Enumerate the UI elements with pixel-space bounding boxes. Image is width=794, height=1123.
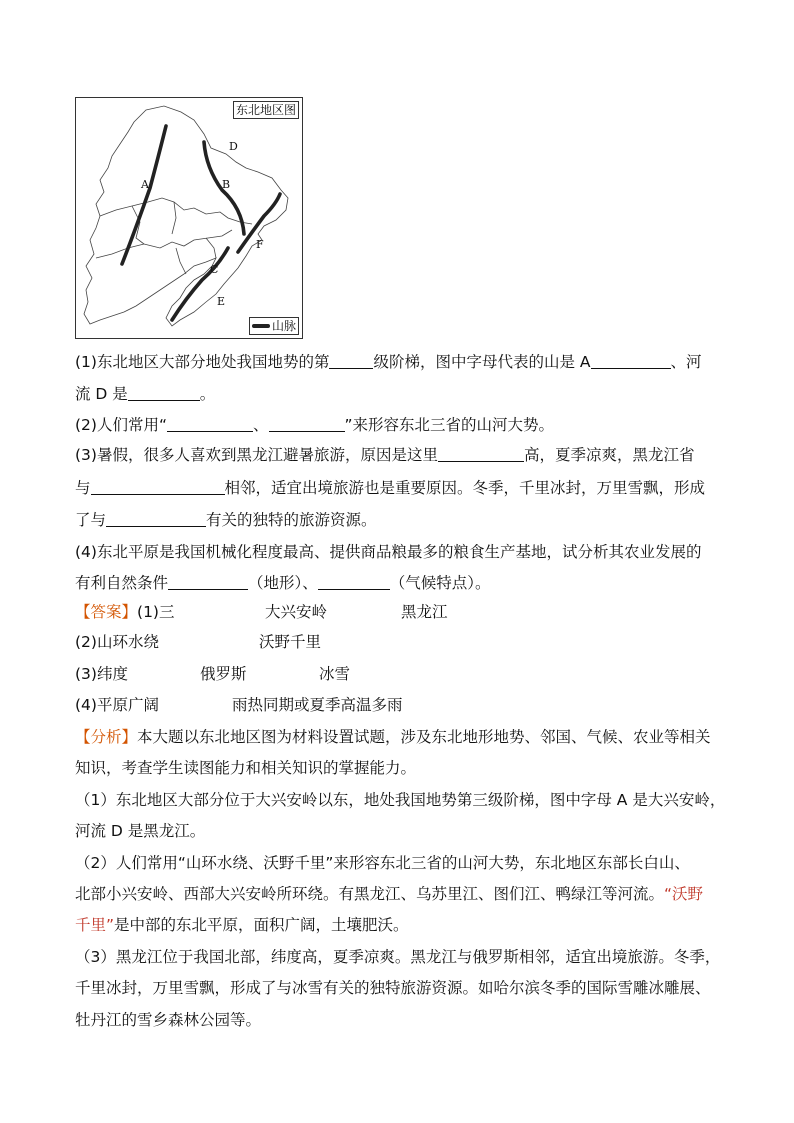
analysis-text: （1）东北地区大部分位于大兴安岭以东，地处我国地势第三级阶梯，图中字母 A 是大兴安岭，: [75, 791, 726, 809]
map-title: 东北地区图: [233, 101, 299, 119]
question-1-text-b: 级阶梯，图中字母代表的山是 A: [373, 353, 591, 371]
analysis-highlight: 千里”: [75, 916, 115, 934]
northeast-map: [75, 97, 303, 339]
question-3-line-2: [75, 476, 725, 500]
question-4-text-b: 有利自然条件: [75, 574, 169, 592]
question-2-line: [75, 413, 725, 437]
mountain-range-e: [172, 248, 228, 320]
blank-1-1: [329, 352, 373, 369]
analysis-text: 本大题以东北地区图为材料设置试题，涉及东北地形地势、邻国、气候、农业等相关: [137, 728, 711, 746]
question-2-text-a: (2)人们常用“: [75, 416, 167, 434]
question-1-text-e: 。: [199, 385, 216, 403]
answer-1-1: (1)三: [137, 603, 175, 621]
blank-2-2: [269, 415, 345, 432]
map-label-b: B: [222, 178, 231, 191]
analysis-line-1: [75, 725, 725, 749]
blank-2-1: [167, 415, 253, 432]
blank-1-2: [591, 352, 671, 369]
question-4-text-a: (4)东北平原是我国机械化程度最高、提供商品粮最多的粮食生产基地，试分析其农业发展的: [75, 543, 702, 561]
analysis-line-8: [75, 945, 725, 969]
question-3-line-3: [75, 508, 725, 532]
analysis-text: 是中部的东北平原，面积广阔，土壤肥沃。: [114, 916, 409, 934]
map-legend: [249, 317, 299, 335]
question-4-text-d: （气候特点）。: [389, 574, 491, 592]
answer-1-2: 大兴安岭: [265, 603, 328, 621]
map-label-d: D: [229, 140, 238, 153]
analysis-line-5: [75, 851, 725, 875]
analysis-text: 牡丹江的雪乡森林公园等。: [75, 1011, 262, 1029]
question-3-text-b: 高，夏季凉爽，黑龙江省: [523, 446, 695, 464]
analysis-tag: 【分析】: [75, 728, 138, 746]
analysis-line-9: [75, 976, 725, 1000]
mountain-range-a: [122, 126, 166, 264]
answer-row-3: [75, 662, 725, 686]
answer-2-1: (2)山环水绕: [75, 633, 159, 651]
question-2-text-b: 、: [253, 416, 269, 434]
analysis-text: （3）黑龙江位于我国北部，纬度高，夏季凉爽。黑龙江与俄罗斯相邻，适宜出境旅游。冬季，: [75, 948, 721, 966]
answer-1-3: 黑龙江: [401, 603, 448, 621]
answer-4-2: 雨热同期或夏季高温多雨: [232, 696, 403, 714]
answer-4-1: (4)平原广阔: [75, 696, 159, 714]
map-label-c: C: [210, 263, 219, 276]
question-2-text-c: ”来形容东北三省的山河大势。: [344, 416, 555, 434]
answer-3-2: 俄罗斯: [200, 665, 247, 683]
analysis-line-4: [75, 819, 725, 843]
question-4-line-1: [75, 540, 725, 564]
question-3-text-f: 有关的独特的旅游资源。: [206, 511, 377, 529]
blank-3-3: [106, 510, 206, 527]
question-4-text-c: （地形）、: [248, 574, 318, 592]
question-3-text-a: (3)暑假，很多人喜欢到黑龙江避暑旅游，原因是这里: [75, 446, 438, 464]
question-3-line-1: [75, 443, 725, 467]
map-label-e: E: [217, 295, 226, 308]
answer-3-1: (3)纬度: [75, 665, 128, 683]
blank-1-3: [128, 384, 200, 401]
question-1-line-1: [75, 350, 725, 374]
analysis-text: 知识，考查学生读图能力和相关知识的掌握能力。: [75, 759, 417, 777]
question-4-line-2: [75, 571, 725, 595]
analysis-text: 河流 D 是黑龙江。: [75, 822, 206, 840]
question-3-text-d: 相邻，适宜出境旅游也是重要原因。冬季，千里冰封，万里雪飘，形成: [224, 479, 706, 497]
blank-3-2: [91, 478, 225, 495]
mountain-legend-swatch: [252, 324, 270, 328]
map-label-a: A: [141, 178, 149, 191]
blank-4-2: [318, 573, 390, 590]
answer-row-1: [75, 600, 725, 624]
analysis-line-3: [75, 788, 725, 812]
analysis-text: 北部小兴安岭、西部大兴安岭所环绕。有黑龙江、乌苏里江、图们江、鸭绿江等河流。: [75, 885, 665, 903]
question-1-line-2: [75, 382, 725, 406]
analysis-line-2: [75, 756, 725, 780]
map-legend-label: 山脉: [271, 319, 296, 333]
question-1-text-c: 、河: [670, 353, 702, 371]
question-3-text-e: 了与: [75, 511, 107, 529]
question-3-text-c: 与: [75, 479, 91, 497]
map-label-f: F: [256, 238, 264, 251]
analysis-text: （2）人们常用“山环水绕、沃野千里”来形容东北三省的山河大势，东北地区东部长白山、: [75, 854, 690, 872]
analysis-line-7: [75, 913, 725, 937]
analysis-highlight: “沃野: [664, 885, 704, 903]
answer-3-3: 冰雪: [319, 665, 351, 683]
question-1-text-a: (1)东北地区大部分地处我国地势的第: [75, 353, 330, 371]
map-drawing: [76, 98, 302, 338]
answer-2-2: 沃野千里: [259, 633, 322, 651]
answer-row-4: [75, 693, 725, 717]
analysis-text: 千里冰封，万里雪飘，形成了与冰雪有关的独特旅游资源。如哈尔滨冬季的国际雪雕冰雕展、: [75, 979, 711, 997]
blank-3-1: [438, 445, 524, 462]
answer-tag: 【答案】: [75, 603, 138, 621]
question-1-text-d: 流 D 是: [75, 385, 128, 403]
analysis-line-10: [75, 1008, 725, 1032]
answer-row-2: [75, 630, 725, 654]
blank-4-1: [168, 573, 248, 590]
analysis-line-6: [75, 882, 725, 906]
